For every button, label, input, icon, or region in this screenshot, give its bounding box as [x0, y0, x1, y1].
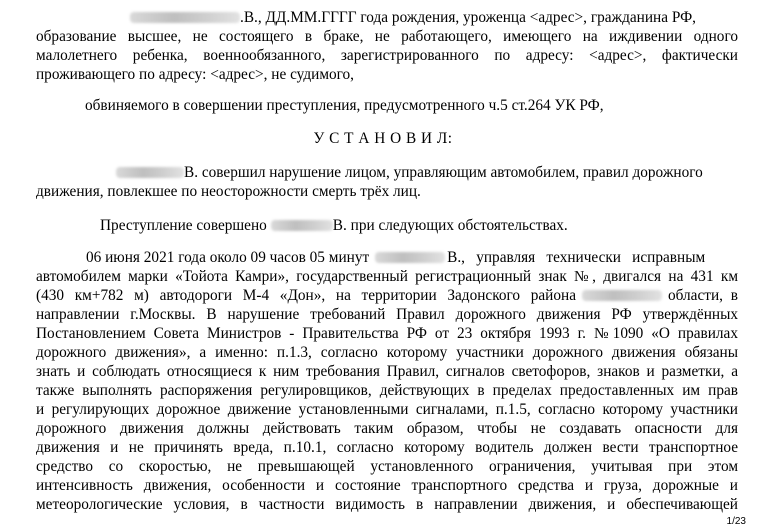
paragraph-4-line-1: 06 июня 2021 года около 09 часов 05 минут В., управляя технически исправным: [86, 249, 706, 266]
paragraph-1-line-1: .В., ДД.ММ.ГГГГ года рождения, уроженца <адрес>, гражданина РФ,: [36, 8, 738, 27]
redacted-name: [116, 167, 184, 178]
redacted-name: [130, 12, 240, 23]
paragraph-4-line-11: движения и не причинять вреда, п.10.1, согласно которому водитель должен вести транспортное: [36, 439, 738, 456]
paragraph-1-line-3: малолетнего ребенка, военнообязанного, зарегистрированного по адресу: <адрес>, фактически: [36, 47, 738, 64]
paragraph-4-line-3: (430 км+782 м) автодороги М-4 «Дон», на территории Задонского района области, в: [36, 287, 738, 304]
paragraph-4-line-14: метеорологические условия, в частности видимость в направлении движения, и обеспечивающей: [36, 496, 738, 513]
paragraph-4-line-5: Постановлением Совета Министров - Правительства РФ от 23 октября 1993 г. №1090 «О правилах: [36, 325, 738, 342]
redacted-name: [375, 252, 445, 263]
paragraph-4-line-4: направлении г.Москвы. В нарушение требований Правил дорожного движения РФ утверждённых: [36, 306, 738, 323]
paragraph-2-line-2: движения, повлекшее по неосторожности смерть трёх лиц.: [36, 183, 421, 200]
section-heading: У С Т А Н О В И Л:: [313, 130, 453, 147]
paragraph-4-line-13: интенсивность движения, особенности и состояние транспортного средства и груза, дорожные и: [36, 477, 738, 494]
accused-line: обвиняемого в совершении преступления, предусмотренного ч.5 ст.264 УК РФ,: [85, 97, 604, 114]
paragraph-4-line-10: дорожного движения должны действовать таким образом, чтобы не создавать опасности для: [36, 420, 738, 437]
paragraph-4-line-9: и регулирующих дорожное движение установленными сигналами, п.1.5, согласно которому участники: [36, 401, 738, 418]
paragraph-1-line-4: проживающего по адресу: <адрес>, не судимого,: [36, 66, 355, 83]
paragraph-4-line-7: знать и соблюдать относящиеся к ним требования Правил, сигналов светофоров, знаков и разметки, а: [36, 363, 738, 380]
paragraph-4-line-6: дорожного движения», а именно: п.1.3, согласно которому участники дорожного движения обязаны: [36, 344, 738, 361]
paragraph-4-line-8: также выполнять распоряжения регулировщиков, действующих в пределах предоставленных им прав: [36, 382, 738, 399]
redacted-name: [271, 220, 333, 231]
redacted-region: [582, 290, 662, 301]
page-number: 1/23: [726, 516, 746, 527]
paragraph-4-line-2: автомобилем марки «Тойота Камри», государственный регистрационный знак №, двигался на 431 км: [36, 268, 738, 285]
paragraph-1-line-2: образование высшее, не состоящего в браке, не работающего, имеющего на иждивении одного: [36, 28, 738, 45]
paragraph-4-line-12: средство со скоростью, не превышающей установленного ограничения, учитывая при этом: [36, 458, 738, 475]
paragraph-3: Преступление совершено В. при следующих обстоятельствах.: [100, 217, 568, 234]
paragraph-2-line-1: В. совершил нарушение лицом, управляющим автомобилем, правил дорожного: [36, 163, 738, 182]
